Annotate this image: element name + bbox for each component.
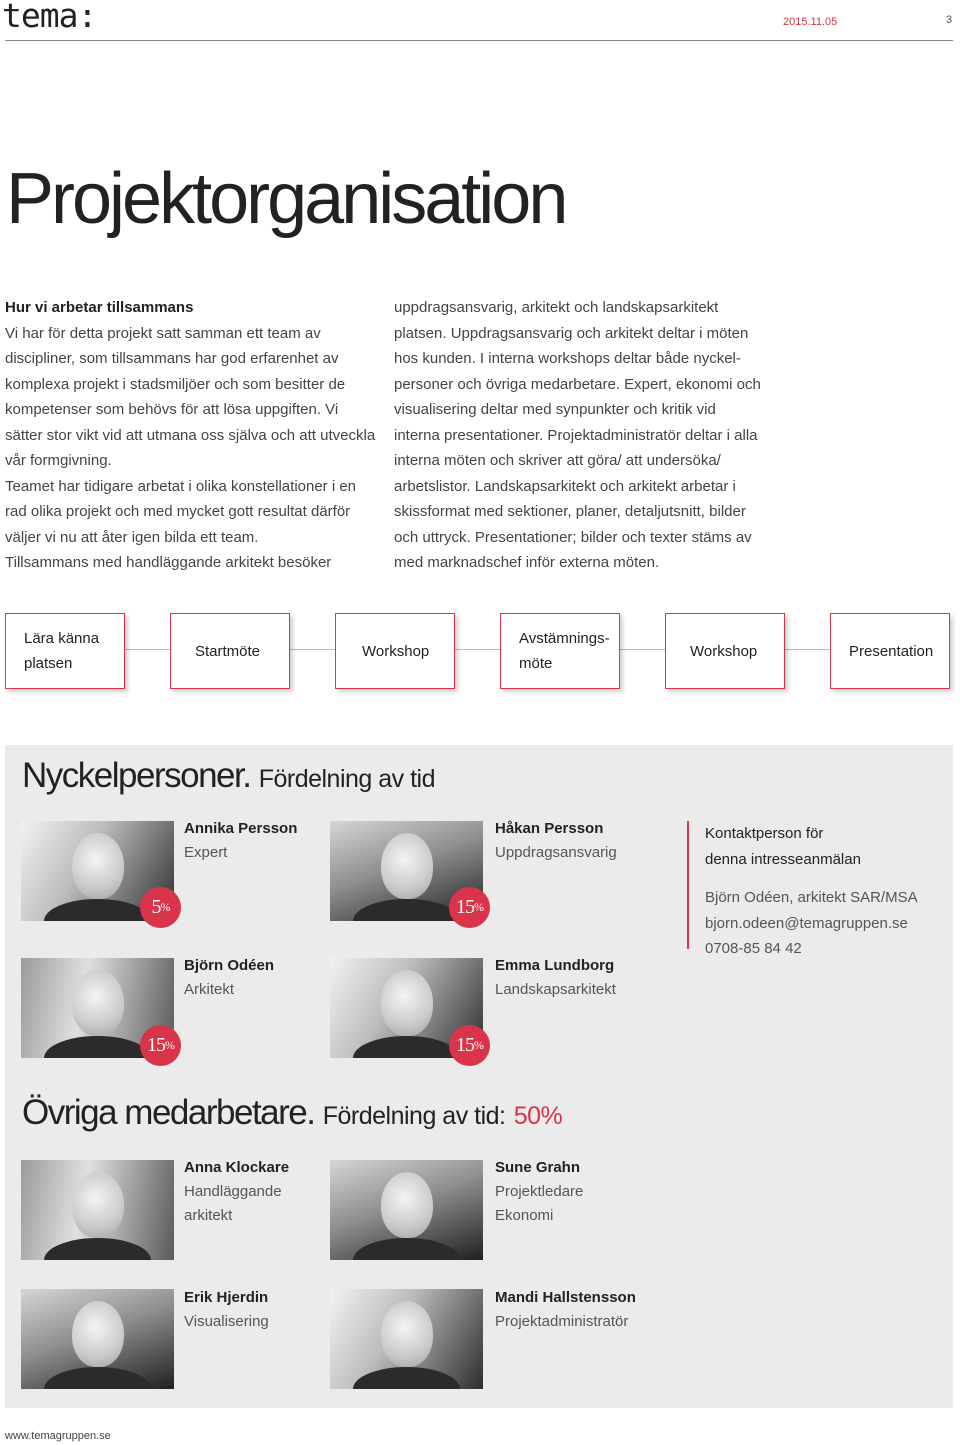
process-step-workshop-2 (665, 613, 785, 689)
header-divider (5, 40, 953, 41)
contact-phone[interactable]: 0708-85 84 42 (705, 940, 802, 957)
contact-name: Björn Odéen, arkitekt SAR/MSA (705, 889, 918, 906)
intro-left-column (5, 295, 377, 576)
person-name: Sune Grahn (495, 1159, 581, 1176)
intro-paragraph: Teamet har tidigare arbetat i olika konstellationer i en rad olika projekt och med mycket gott resultat därför väljer vi nu att åter igen bilda ett team. (5, 477, 357, 546)
person-name: Annika Persson (184, 820, 298, 837)
person-role: Visualisering (184, 1313, 269, 1330)
process-step-presentation (830, 613, 950, 689)
key-people-subtitle: Fördelning av tid (258, 765, 436, 793)
contact-box (687, 821, 937, 957)
step-label: Lära känna (24, 630, 100, 647)
time-share-badge: 5 % (140, 887, 181, 928)
contact-email[interactable]: bjorn.odeen@temagruppen.se (705, 914, 908, 932)
step-label: Startmöte (195, 642, 261, 660)
portrait-photo (330, 1289, 483, 1389)
intro-paragraph: Tillsammans med handläggande arkitekt besöker (5, 554, 332, 571)
portrait-photo (330, 1160, 483, 1260)
time-share-badge: 15 % (449, 887, 490, 928)
other-staff-share: 50% (513, 1102, 563, 1130)
process-step-lara-kanna-platsen (5, 613, 125, 689)
time-share-badge: 15 % (449, 1025, 490, 1066)
step-label: möte (519, 655, 553, 672)
intro-heading: Hur vi arbetar tillsammans (5, 299, 194, 316)
tema-logo: tema: (2, 0, 97, 35)
intro-right-column (394, 295, 764, 576)
contact-title: Kontaktperson för (705, 825, 824, 842)
person-role: Handläggande arkitekt (184, 1183, 282, 1224)
footer-url[interactable]: www.temagruppen.se (5, 1430, 111, 1442)
person-role: Landskapsarkitekt (495, 981, 616, 998)
person-name: Anna Klockare (184, 1159, 290, 1176)
step-label: Avstämnings- (519, 630, 610, 647)
intro-paragraph: uppdragsansvarig, arkitekt och landskapsarkitekt platsen. Uppdragsansvarig och arkitekt deltar i möten hos kunden. I interna workshops deltar både nyckel-personer och övriga medarbetare. Expert, ekonomi och visualisering deltar med synpunkter och kritik vid interna presentationer. Projektadministratör deltar i alla interna möten och skriver att göra/ att undersöka/ arbetslistor. Landskapsarkitekt och arkitekt arbetar i skissformat med sektioner, planer, detaljutsnitt, bilder och uttryck. Presentationer; bilder och texter stäms av med marknadschef inför externa möten. (394, 299, 761, 571)
person-role: Projektledare Ekonomi (495, 1183, 584, 1224)
key-people-heading (22, 756, 435, 796)
person-name: Mandi Hallstensson (495, 1289, 636, 1306)
process-step-workshop (335, 613, 455, 689)
other-staff-heading (22, 1093, 562, 1133)
person-role: Projektadministratör (495, 1313, 629, 1330)
process-step-avstamningsmote (500, 613, 620, 689)
step-label: platsen (24, 655, 73, 672)
portrait-photo (21, 1160, 174, 1260)
person-name: Emma Lundborg (495, 957, 615, 974)
person-role: Arkitekt (184, 981, 235, 998)
page-number: 3 (946, 14, 953, 26)
person-name: Erik Hjerdin (184, 1289, 269, 1306)
other-staff-title: Övriga medarbetare. (22, 1093, 315, 1132)
time-share-badge: 15 % (140, 1025, 181, 1066)
portrait-photo (21, 1289, 174, 1389)
key-people-title: Nyckelpersoner. (22, 756, 251, 795)
person-name: Håkan Persson (495, 820, 604, 837)
contact-title: denna intresseanmälan (705, 850, 861, 868)
other-staff-subtitle: Fördelning av tid: (322, 1102, 506, 1130)
step-label: Workshop (690, 642, 758, 660)
intro-paragraph: Vi har för detta projekt satt samman ett team av discipliner, som tillsammans har god erfarenhet av komplexa projekt i stadsmiljöer och som besitter de kompetenser som behövs för att lösa uppgiften. Vi sätter stor vikt vid att utmana oss själva och att utveckla vår formgivning. (5, 324, 376, 469)
document-date: 2015.11.05 (783, 16, 838, 28)
step-label: Workshop (362, 642, 430, 660)
page-title: Projektorganisation (6, 159, 566, 239)
process-step-startmote (170, 613, 290, 689)
person-name: Björn Odéen (184, 957, 275, 974)
person-role: Uppdragsansvarig (495, 844, 617, 861)
step-label: Presentation (849, 642, 934, 660)
person-role: Expert (184, 844, 228, 861)
